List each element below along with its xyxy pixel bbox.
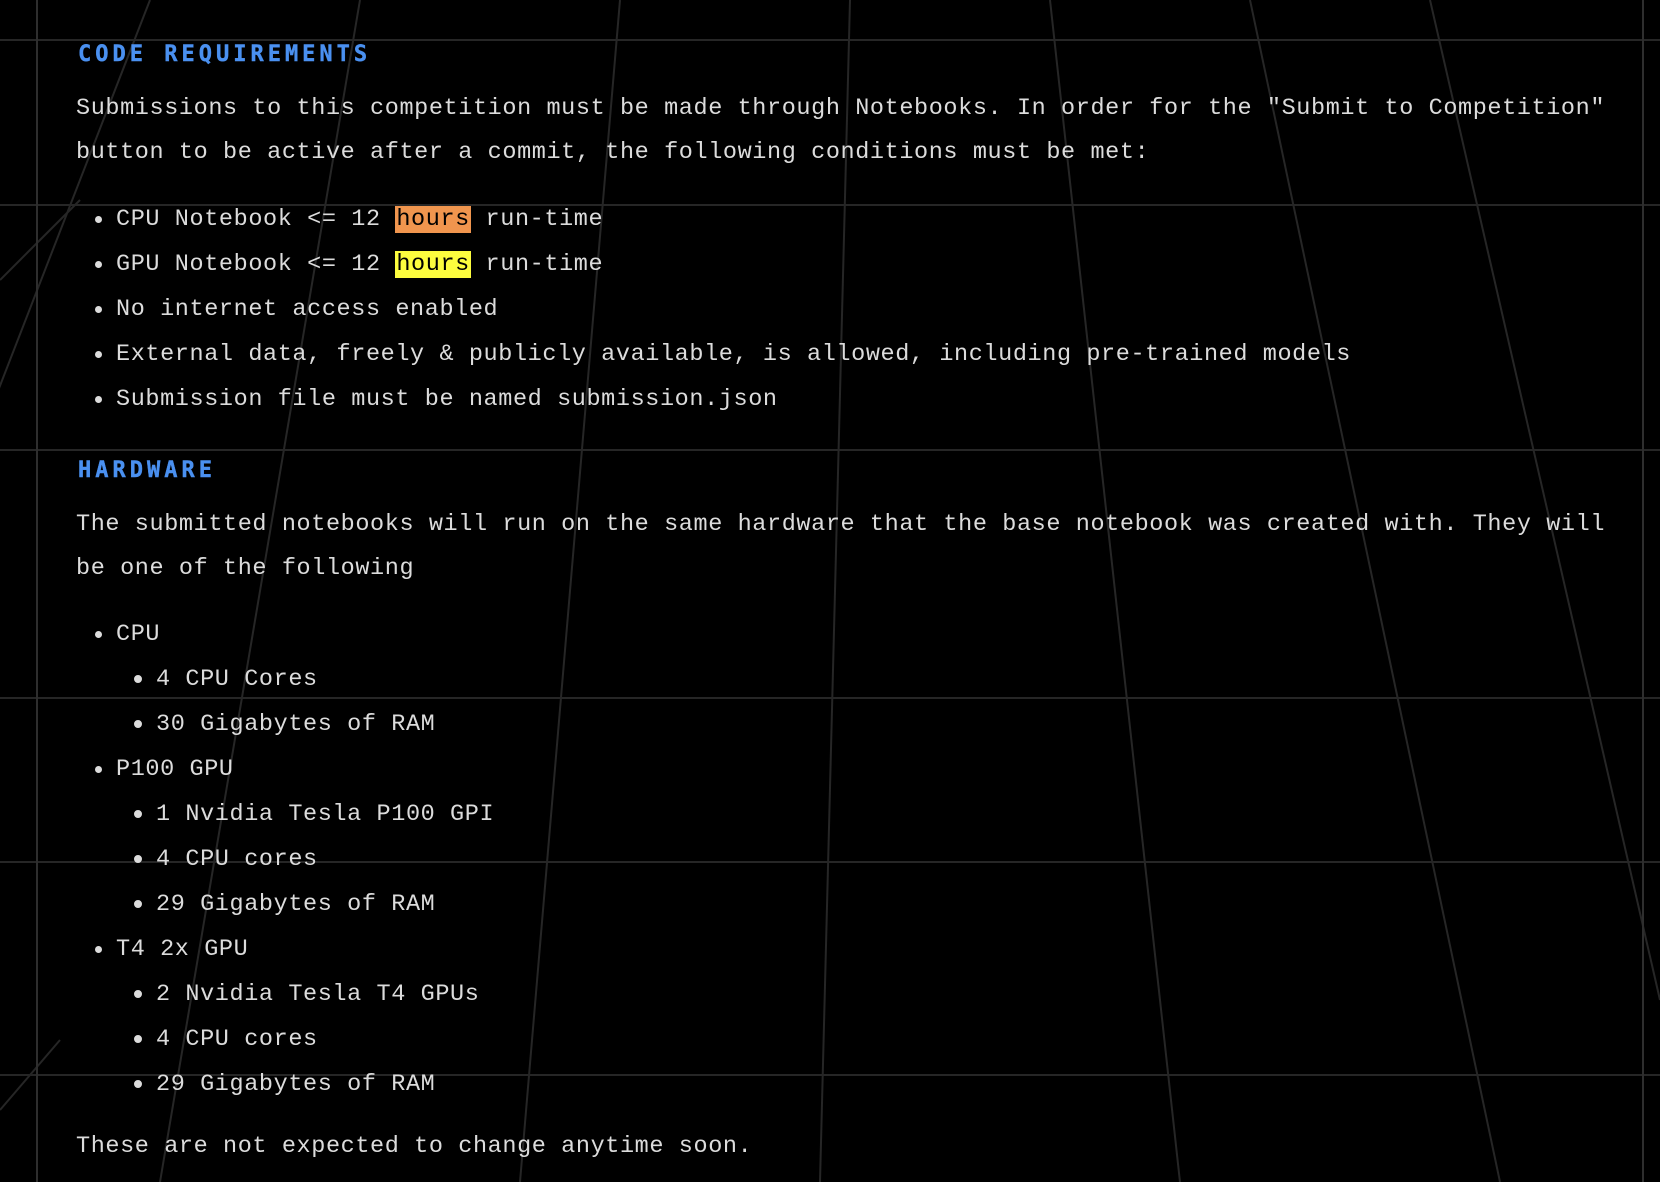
code-requirements-heading: CODE REQUIREMENTS [78, 42, 372, 67]
code-requirements-intro: Submissions to this competition must be made through Notebooks. In order for the "Submit to Competition" button to be active after a commit, the following conditions must be met: [76, 95, 1606, 166]
list-item-submission-file: Submission file must be named submission.json [76, 377, 1351, 422]
hardware-spec-list [116, 972, 494, 1107]
highlight-hours-gpu: hours [396, 251, 470, 278]
list-item-no-internet: No internet access enabled [76, 287, 1351, 332]
list-item-gpu-runtime [76, 242, 1351, 287]
hardware-spec-item: 4 CPU Cores [116, 657, 494, 702]
hardware-option-p100 [76, 747, 494, 927]
item-text-before: CPU Notebook <= 12 [116, 206, 396, 233]
hardware-option-label: CPU [116, 621, 161, 648]
hardware-spec-item: 4 CPU cores [116, 1017, 494, 1062]
list-item-external-data: External data, freely & publicly available, is allowed, including pre-trained models [76, 332, 1351, 377]
hardware-heading: HARDWARE [78, 458, 216, 483]
hardware-spec-item: 4 CPU cores [116, 837, 494, 882]
hardware-option-label: P100 GPU [116, 756, 234, 783]
hardware-spec-list [116, 792, 494, 927]
code-requirements-list [76, 197, 1351, 422]
hardware-option-cpu [76, 612, 494, 747]
hardware-intro: The submitted notebooks will run on the same hardware that the base notebook was created with. They will be one of the following [76, 511, 1606, 582]
hardware-spec-item: 1 Nvidia Tesla P100 GPI [116, 792, 494, 837]
hardware-option-label: T4 2x GPU [116, 936, 249, 963]
hardware-spec-item: 29 Gigabytes of RAM [116, 882, 494, 927]
hardware-spec-item: 2 Nvidia Tesla T4 GPUs [116, 972, 494, 1017]
hardware-spec-list [116, 657, 494, 747]
hardware-options-list [76, 612, 494, 1107]
hardware-footer-note: These are not expected to change anytime soon. [76, 1133, 753, 1160]
right-frame-border [1642, 0, 1644, 1182]
hardware-spec-item: 29 Gigabytes of RAM [116, 1062, 494, 1107]
item-text-after: run-time [470, 251, 604, 278]
left-frame-border [36, 0, 38, 1182]
item-text-after: run-time [470, 206, 604, 233]
item-text-before: GPU Notebook <= 12 [116, 251, 396, 278]
list-item-cpu-runtime [76, 197, 1351, 242]
hardware-spec-item: 30 Gigabytes of RAM [116, 702, 494, 747]
hardware-option-t4 [76, 927, 494, 1107]
highlight-hours-cpu: hours [396, 206, 470, 233]
